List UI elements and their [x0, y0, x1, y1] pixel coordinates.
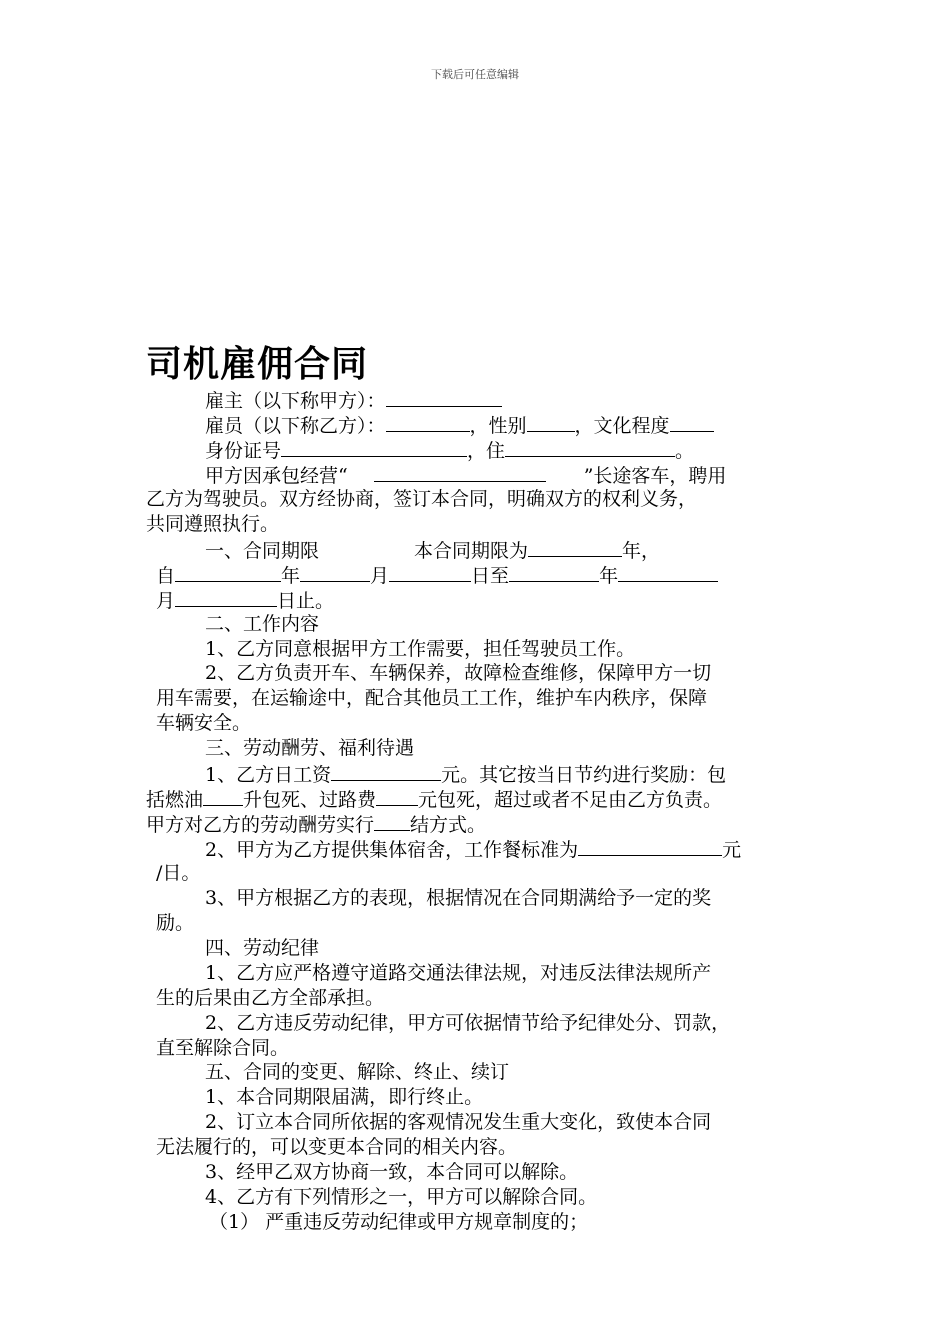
blank-field[interactable] — [618, 562, 718, 582]
blank-field[interactable] — [175, 562, 281, 582]
section-heading: 一、合同期限 本合同期限为 年， — [205, 537, 660, 563]
paragraph-line: 2、乙方负责开车、车辆保养，故障检查维修，保障甲方一切 — [205, 662, 712, 684]
paragraph-line: 3、经甲乙双方协商一致，本合同可以解除。 — [205, 1161, 579, 1183]
paragraph-line: 括燃油 升包死、过路费 元包死，超过或者不足由乙方负责。 — [146, 786, 722, 812]
paragraph-line: 无法履行的，可以变更本合同的相关内容。 — [156, 1136, 518, 1158]
paragraph-line: 1、本合同期限届满，即行终止。 — [205, 1086, 484, 1108]
employee-line: 雇员（以下称乙方）： ，性别 ，文化程度 — [205, 412, 714, 438]
paragraph-line: 1、乙方同意根据甲方工作需要，担任驾驶员工作。 — [205, 638, 636, 660]
date-line: 月 日止。 — [156, 587, 334, 613]
blank-field[interactable] — [670, 412, 714, 432]
id-line: 身份证号 ，住 。 — [205, 437, 694, 463]
paragraph-line: /日。 — [156, 862, 201, 884]
date-line: 自 年 月 日至 年 — [156, 562, 718, 588]
blank-field[interactable] — [505, 437, 675, 457]
paragraph-line: 1、乙方日工资 元。其它按当日节约进行奖励：包 — [205, 761, 726, 787]
blank-field[interactable] — [528, 537, 622, 557]
paragraph-line: 2、乙方违反劳动纪律，甲方可依据情节给予纪律处分、罚款， — [205, 1012, 731, 1034]
section-heading: 二、工作内容 — [205, 613, 320, 635]
paragraph-line: 2、甲方为乙方提供集体宿舍，工作餐标准为 元 — [205, 836, 741, 862]
blank-field[interactable] — [374, 811, 410, 831]
section-heading: 三、劳动酬劳、福利待遇 — [205, 737, 415, 759]
paragraph-line: 生的后果由乙方全部承担。 — [156, 987, 385, 1009]
blank-field[interactable] — [376, 786, 418, 806]
paragraph-line: （1） 严重违反劳动纪律或甲方规章制度的； — [209, 1211, 589, 1233]
page-header: 下载后可任意编辑 — [431, 68, 519, 81]
paragraph-line: 车辆安全。 — [156, 712, 252, 734]
document-title: 司机雇佣合同 — [146, 344, 369, 385]
blank-field[interactable] — [374, 462, 546, 482]
blank-field[interactable] — [386, 412, 470, 432]
section-heading: 四、劳动纪律 — [205, 937, 320, 959]
paragraph-line: 乙方为驾驶员。双方经协商，签订本合同，明确双方的权利义务， — [146, 488, 698, 510]
paragraph-line: 甲方因承包经营“ ”长途客车，聘用 — [205, 462, 726, 488]
blank-field[interactable] — [578, 836, 722, 856]
blank-field[interactable] — [386, 387, 502, 407]
paragraph-line: 用车需要，在运输途中，配合其他员工工作，维护车内秩序，保障 — [156, 687, 708, 709]
paragraph-line: 共同遵照执行。 — [146, 513, 280, 535]
blank-field[interactable] — [281, 437, 467, 457]
blank-field[interactable] — [527, 412, 575, 432]
paragraph-line: 励。 — [156, 912, 195, 934]
paragraph-line: 直至解除合同。 — [156, 1037, 290, 1059]
paragraph-line: 4、乙方有下列情形之一，甲方可以解除合同。 — [205, 1186, 598, 1208]
paragraph-line: 1、乙方应严格遵守道路交通法律法规，对违反法律法规所产 — [205, 962, 712, 984]
paragraph-line: 甲方对乙方的劳动酬劳实行 结方式。 — [146, 811, 486, 837]
blank-field[interactable] — [175, 587, 277, 607]
paragraph-line: 3、甲方根据乙方的表现，根据情况在合同期满给予一定的奖 — [205, 887, 712, 909]
paragraph-line: 2、订立本合同所依据的客观情况发生重大变化，致使本合同 — [205, 1111, 712, 1133]
blank-field[interactable] — [389, 562, 471, 582]
blank-field[interactable] — [509, 562, 599, 582]
section-heading: 五、合同的变更、解除、终止、续订 — [205, 1061, 510, 1083]
blank-field[interactable] — [203, 786, 243, 806]
blank-field[interactable] — [331, 761, 441, 781]
employer-line: 雇主（以下称甲方）： — [205, 387, 502, 413]
blank-field[interactable] — [300, 562, 370, 582]
